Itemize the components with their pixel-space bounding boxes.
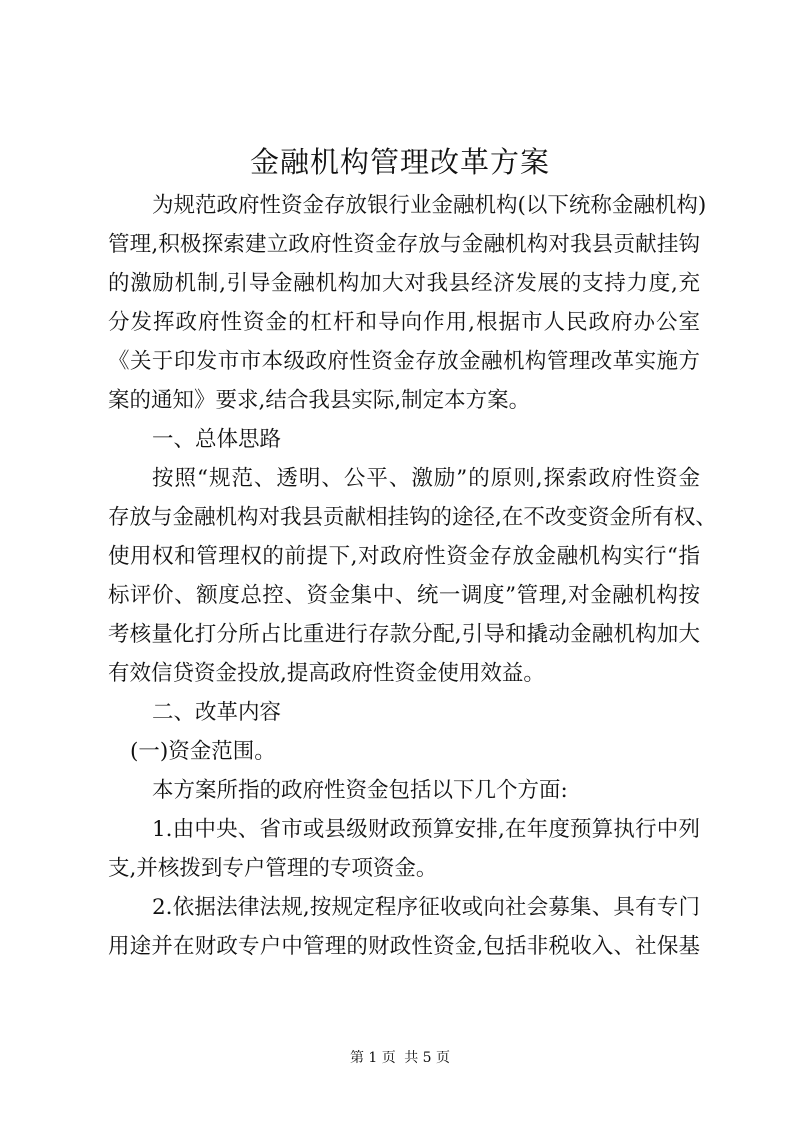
paragraph-line: 按照“规范、透明、公平、激励”的原则,探索政府性资金 bbox=[152, 466, 700, 491]
paragraph-line: 使用权和管理权的前提下,对政府性资金存放金融机构实行“指 bbox=[108, 544, 700, 569]
list-item-line: 1.由中央、省市或县级财政预算安排,在年度预算执行中列 bbox=[152, 817, 700, 842]
document-title: 金融机构管理改革方案 bbox=[249, 145, 550, 179]
paragraph-line: 有效信贷资金投放,提高政府性资金使用效益。 bbox=[108, 661, 545, 686]
list-item-line: 用途并在财政专户中管理的财政性资金,包括非税收入、社保基 bbox=[108, 934, 700, 959]
document-body bbox=[108, 186, 717, 966]
page-number: 第 1 页 bbox=[349, 1050, 396, 1066]
paragraph-line: 分发挥政府性资金的杠杆和导向作用,根据市人民政府办公室 bbox=[108, 310, 700, 335]
paragraph-line: 的激励机制,引导金融机构加大对我县经济发展的支持力度,充 bbox=[108, 271, 700, 296]
section-heading: 二、改革内容 bbox=[152, 700, 282, 725]
paragraph-line: 《关于印发市市本级政府性资金存放金融机构管理改革实施方 bbox=[108, 349, 700, 374]
paragraph-line: 为规范政府性资金存放银行业金融机构(以下统称金融机构) bbox=[152, 193, 707, 218]
page-footer bbox=[0, 1047, 800, 1067]
paragraph-line: 存放与金融机构对我县贡献相挂钩的途径,在不改变资金所有权、 bbox=[108, 505, 717, 530]
list-item-line: 2.依据法律法规,按规定程序征收或向社会募集、具有专门 bbox=[152, 895, 700, 920]
section-heading: 一、总体思路 bbox=[152, 427, 282, 452]
paragraph-line: 管理,积极探索建立政府性资金存放与金融机构对我县贡献挂钩 bbox=[108, 232, 700, 257]
paragraph-line: 考核量化打分所占比重进行存款分配,引导和撬动金融机构加大 bbox=[108, 622, 700, 647]
page-total: 共 5 页 bbox=[404, 1050, 451, 1066]
paragraph-line: 标评价、额度总控、资金集中、统一调度”管理,对金融机构按 bbox=[108, 583, 700, 608]
subsection-heading: (一)资金范围。 bbox=[130, 739, 276, 764]
paragraph-line: 本方案所指的政府性资金包括以下几个方面: bbox=[152, 778, 568, 803]
list-item-line: 支,并核拨到专户管理的专项资金。 bbox=[108, 856, 438, 881]
paragraph-line: 案的通知》要求,结合我县实际,制定本方案。 bbox=[108, 388, 531, 413]
